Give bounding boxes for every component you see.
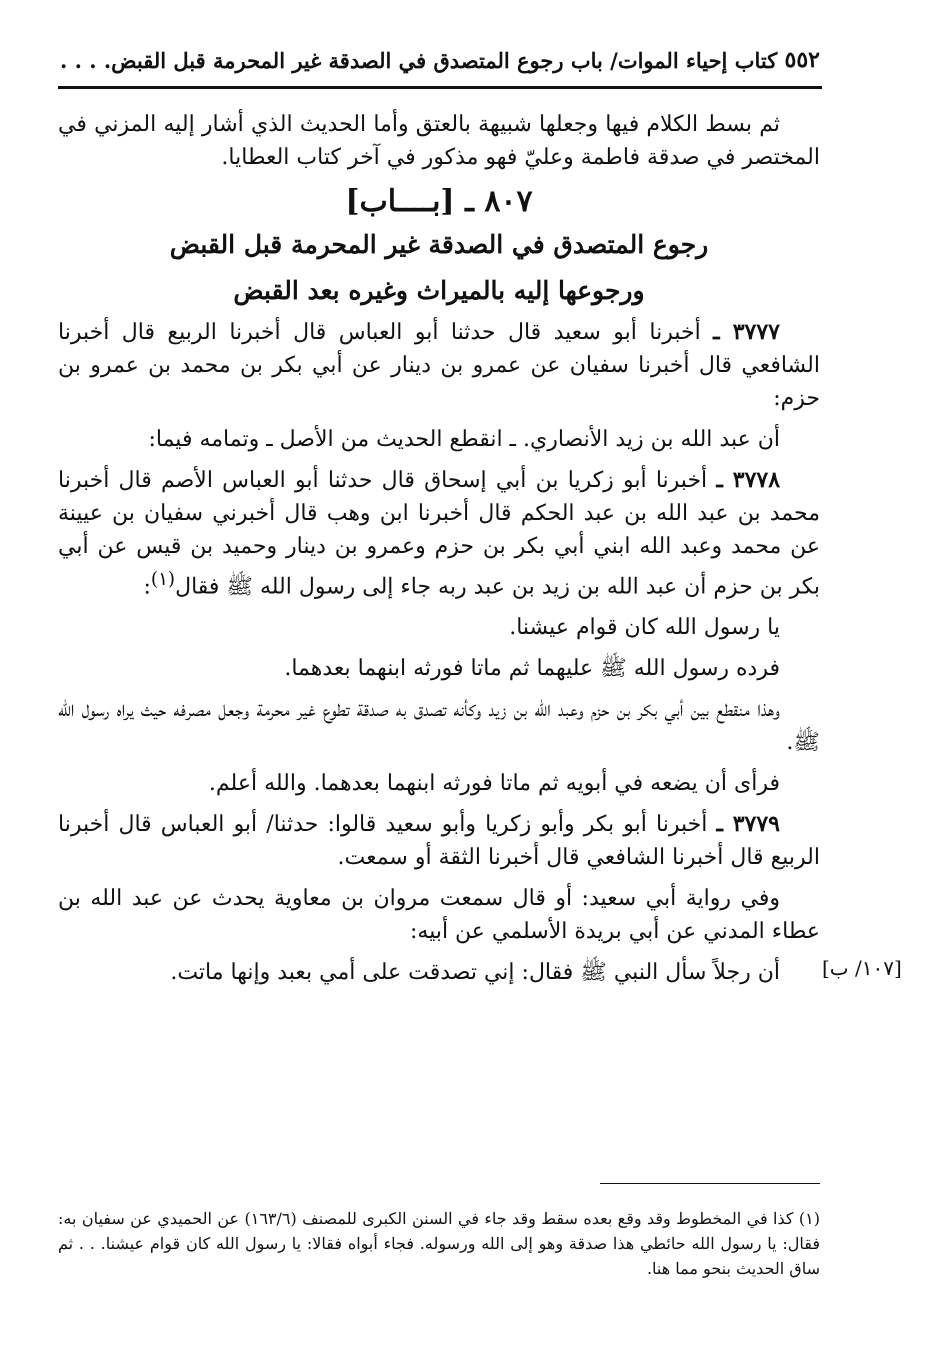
hadith-3778-response: فرده رسول الله ﷺ عليهما ثم ماتا فورثه ابنهما بعدهما. [284,656,780,682]
chapter-title-line2: ورجوعها إليه بالميراث وغيره بعد القبض [233,276,645,305]
header-divider [58,86,822,89]
footnote-text: كذا في المخطوط وقد وقع بعده سقط وقد جاء في السنن الكبرى للمصنف (١٦٣/٦) عن الحميدي عن سفيان به: فقال: يا رسول الله حائطي هذا صدقة وهو إلى الله ورسوله. فجاء أبواه فقالا: يا رسول الله كان قوام عيشنا. . . ثم ساق الحديث بنحو مما هنا. [58,1209,820,1278]
hadith-3779-isnad [58,808,820,874]
hadith-number: ٣٧٧٩ ـ [716,811,780,838]
hadith-3777-isnad [58,316,820,415]
intro-paragraph: ثم بسط الكلام فيها وجعلها شبيهة بالعتق وأما الحديث الذي أشار إليه المزني في المختصر في صدقة فاطمة وعليّ فهو مذكور في آخر كتاب العطايا. [58,112,820,170]
footnote [58,1206,820,1281]
running-title: كتاب إحياء الموات/ باب رجوع المتصدق في الصدقة غير المحرمة قبل القبض. . . . [60,47,778,73]
page-number: ٥٥٢ [784,47,820,73]
running-header [60,40,820,80]
hadith-3777-matn: أن عبد الله بن زيد الأنصاري. ـ انقطع الحديث من الأصل ـ وتمامه فيما: [148,427,780,452]
chapter-number: ٨٠٧ ـ [بــــاب] [345,184,533,219]
hadith-number: ٣٧٧٧ ـ [713,319,780,345]
main-text [58,108,820,997]
hadith-isnad-text: أخبرنا أبو سعيد قال حدثنا أبو العباس قال أخبرنا الربيع قال أخبرنا الشافعي قال أخبرنا سفيان عن عمرو بن دينار عن أبي بكر بن محمد بن عمرو بن حزم: [58,320,820,411]
footnote-reference[interactable]: (١) [150,569,176,590]
hadith-3778-isnad [58,464,820,603]
manuscript-folio-marker: [١٠٧/ ب] [822,956,902,980]
hadith-3778-comment: وهذا منقطع بين أبي بكر بن حزم وعبد الله بن زيد وكأنه تصدق به صدقة تطوع غير محرمة وجعل مصرفه حيث يراه رسول الله ﷺ. [58,697,820,756]
hadith-3779-matn: أن رجلاً سأل النبي ﷺ فقال: إني تصدقت على أمي بعبد وإنها ماتت. [170,960,780,986]
hadith-number: ٣٧٧٨ ـ [716,467,781,493]
hadith-3779-variant: وفي رواية أبي سعيد: أو قال سمعت مروان بن معاوية يحدث عن عبد الله بن عطاء المدني عن أبي بريدة الأسلمي عن أبيه: [58,886,820,945]
hadith-isnad-text: أخبرنا أبو بكر وأبو زكريا وأبو سعيد قالوا: حدثنا/ أبو العباس قال أخبرنا الربيع قال أخبرنا الشافعي قال أخبرنا الثقة أو سمعت. [58,812,820,871]
footnote-number: (١) [798,1209,820,1228]
isnad-colon: : [143,574,151,600]
hadith-3778-comment-conclusion: فرأى أن يضعه في أبويه ثم ماتا فورثه ابنهما بعدهما. والله أعلم. [208,771,780,797]
hadith-3778-quote: يا رسول الله كان قوام عيشنا. [509,615,780,641]
chapter-title-line1: رجوع المتصدق في الصدقة غير المحرمة قبل القبض [169,230,709,259]
hadith-isnad-text: أخبرنا أبو زكريا بن أبي إسحاق قال حدثنا أبو العباس الأصم قال أخبرنا محمد بن عبد الله بن عبد الحكم قال أخبرنا ابن وهب قال أخبرني سفيان بن عيينة عن محمد وعبد الله ابني أبي بكر بن حزم وعمرو بن دينار وحميد بن قيس عن أبي بكر بن حزم أن عبد الله بن زيد بن عبد ربه جاء إلى رسول الله ﷺ فقال [58,468,820,600]
footnote-divider [600,1183,820,1184]
